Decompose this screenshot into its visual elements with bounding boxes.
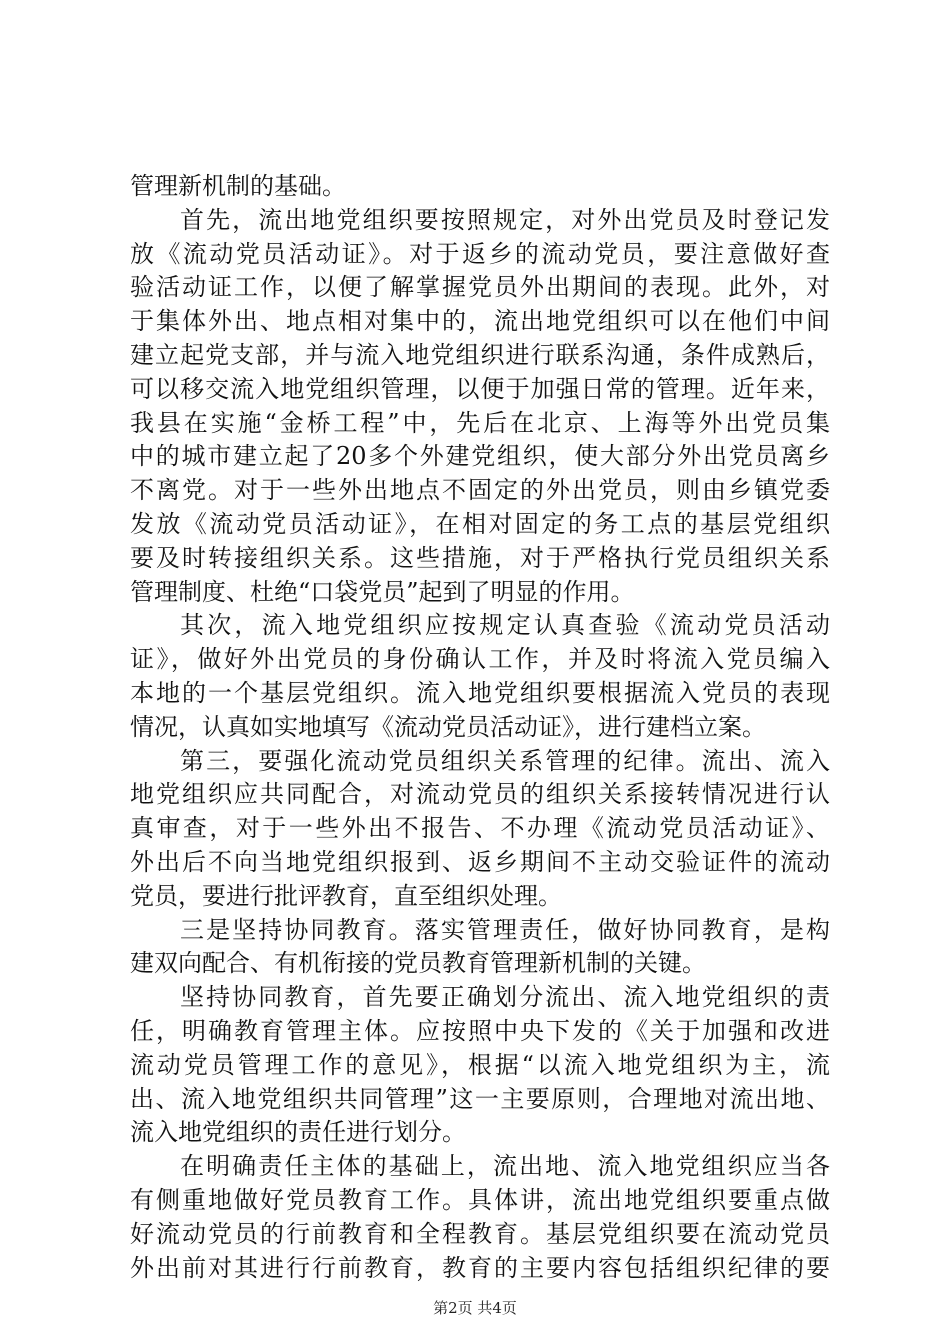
text-line: 党员，要进行批评教育，直至组织处理。 (130, 881, 562, 910)
text-line: 本地的一个基层党组织。流入地党组织要根据流入党员的表现 (130, 678, 830, 707)
text-line: 验活动证工作，以便了解掌握党员外出期间的表现。此外，对 (130, 273, 830, 302)
text-line: 坚持协同教育，首先要正确划分流出、流入地党组织的责 (180, 983, 830, 1012)
text-line: 中的城市建立起了20多个外建党组织，使大部分外出党员离乡 (130, 442, 830, 471)
text-line: 真审查，对于一些外出不报告、不办理《流动党员活动证》、 (130, 814, 830, 843)
text-line: 建双向配合、有机衔接的党员教育管理新机制的关键。 (130, 949, 706, 978)
text-line: 情况，认真如实地填写《流动党员活动证》，进行建档立案。 (130, 712, 766, 741)
text-line: 有侧重地做好党员教育工作。具体讲，流出地党组织要重点做 (130, 1185, 830, 1214)
text-line: 管理制度、杜绝“口袋党员”起到了明显的作用。 (130, 577, 635, 606)
text-line: 于集体外出、地点相对集中的，流出地党组织可以在他们中间 (130, 307, 830, 336)
text-line: 任，明确教育管理主体。应按照中央下发的《关于加强和改进 (130, 1016, 830, 1045)
text-line: 外出前对其进行行前教育，教育的主要内容包括组织纪律的要 (130, 1253, 830, 1282)
text-line: 证》，做好外出党员的身份确认工作，并及时将流入党员编入 (130, 645, 830, 674)
text-line: 我县在实施“金桥工程”中，先后在北京、上海等外出党员集 (130, 408, 830, 437)
text-line: 不离党。对于一些外出地点不固定的外出党员，则由乡镇党委 (130, 476, 830, 505)
text-line: 出、流入地党组织共同管理”这一主要原则，合理地对流出地、 (130, 1084, 830, 1113)
text-line: 外出后不向当地党组织报到、返乡期间不主动交验证件的流动 (130, 847, 830, 876)
text-line: 首先，流出地党组织要按照规定，对外出党员及时登记发 (180, 205, 830, 234)
text-line: 放《流动党员活动证》。对于返乡的流动党员，要注意做好查 (130, 239, 830, 268)
text-line: 三是坚持协同教育。落实管理责任，做好协同教育，是构 (180, 915, 830, 944)
text-line: 建立起党支部，并与流入地党组织进行联系沟通，条件成熟后， (130, 340, 830, 369)
text-line: 发放《流动党员活动证》，在相对固定的务工点的基层党组织 (130, 509, 830, 538)
text-line: 第三，要强化流动党员组织关系管理的纪律。流出、流入 (180, 746, 830, 775)
page-number-footer: 第2页 共4页 (433, 1299, 517, 1317)
text-line: 其次，流入地党组织应按规定认真查验《流动党员活动 (180, 611, 830, 640)
text-line: 好流动党员的行前教育和全程教育。基层党组织要在流动党员 (130, 1219, 830, 1248)
text-line: 地党组织应共同配合，对流动党员的组织关系接转情况进行认 (130, 780, 830, 809)
text-line: 在明确责任主体的基础上，流出地、流入地党组织应当各 (180, 1152, 830, 1181)
text-line: 流入地党组织的责任进行划分。 (130, 1118, 466, 1147)
document-body (130, 170, 830, 1285)
text-line: 流动党员管理工作的意见》，根据“以流入地党组织为主，流 (130, 1050, 830, 1079)
text-line: 要及时转接组织关系。这些措施，对于严格执行党员组织关系 (130, 543, 830, 572)
text-line: 可以移交流入地党组织管理，以便于加强日常的管理。近年来， (130, 374, 830, 403)
text-line: 管理新机制的基础。 (130, 172, 346, 200)
